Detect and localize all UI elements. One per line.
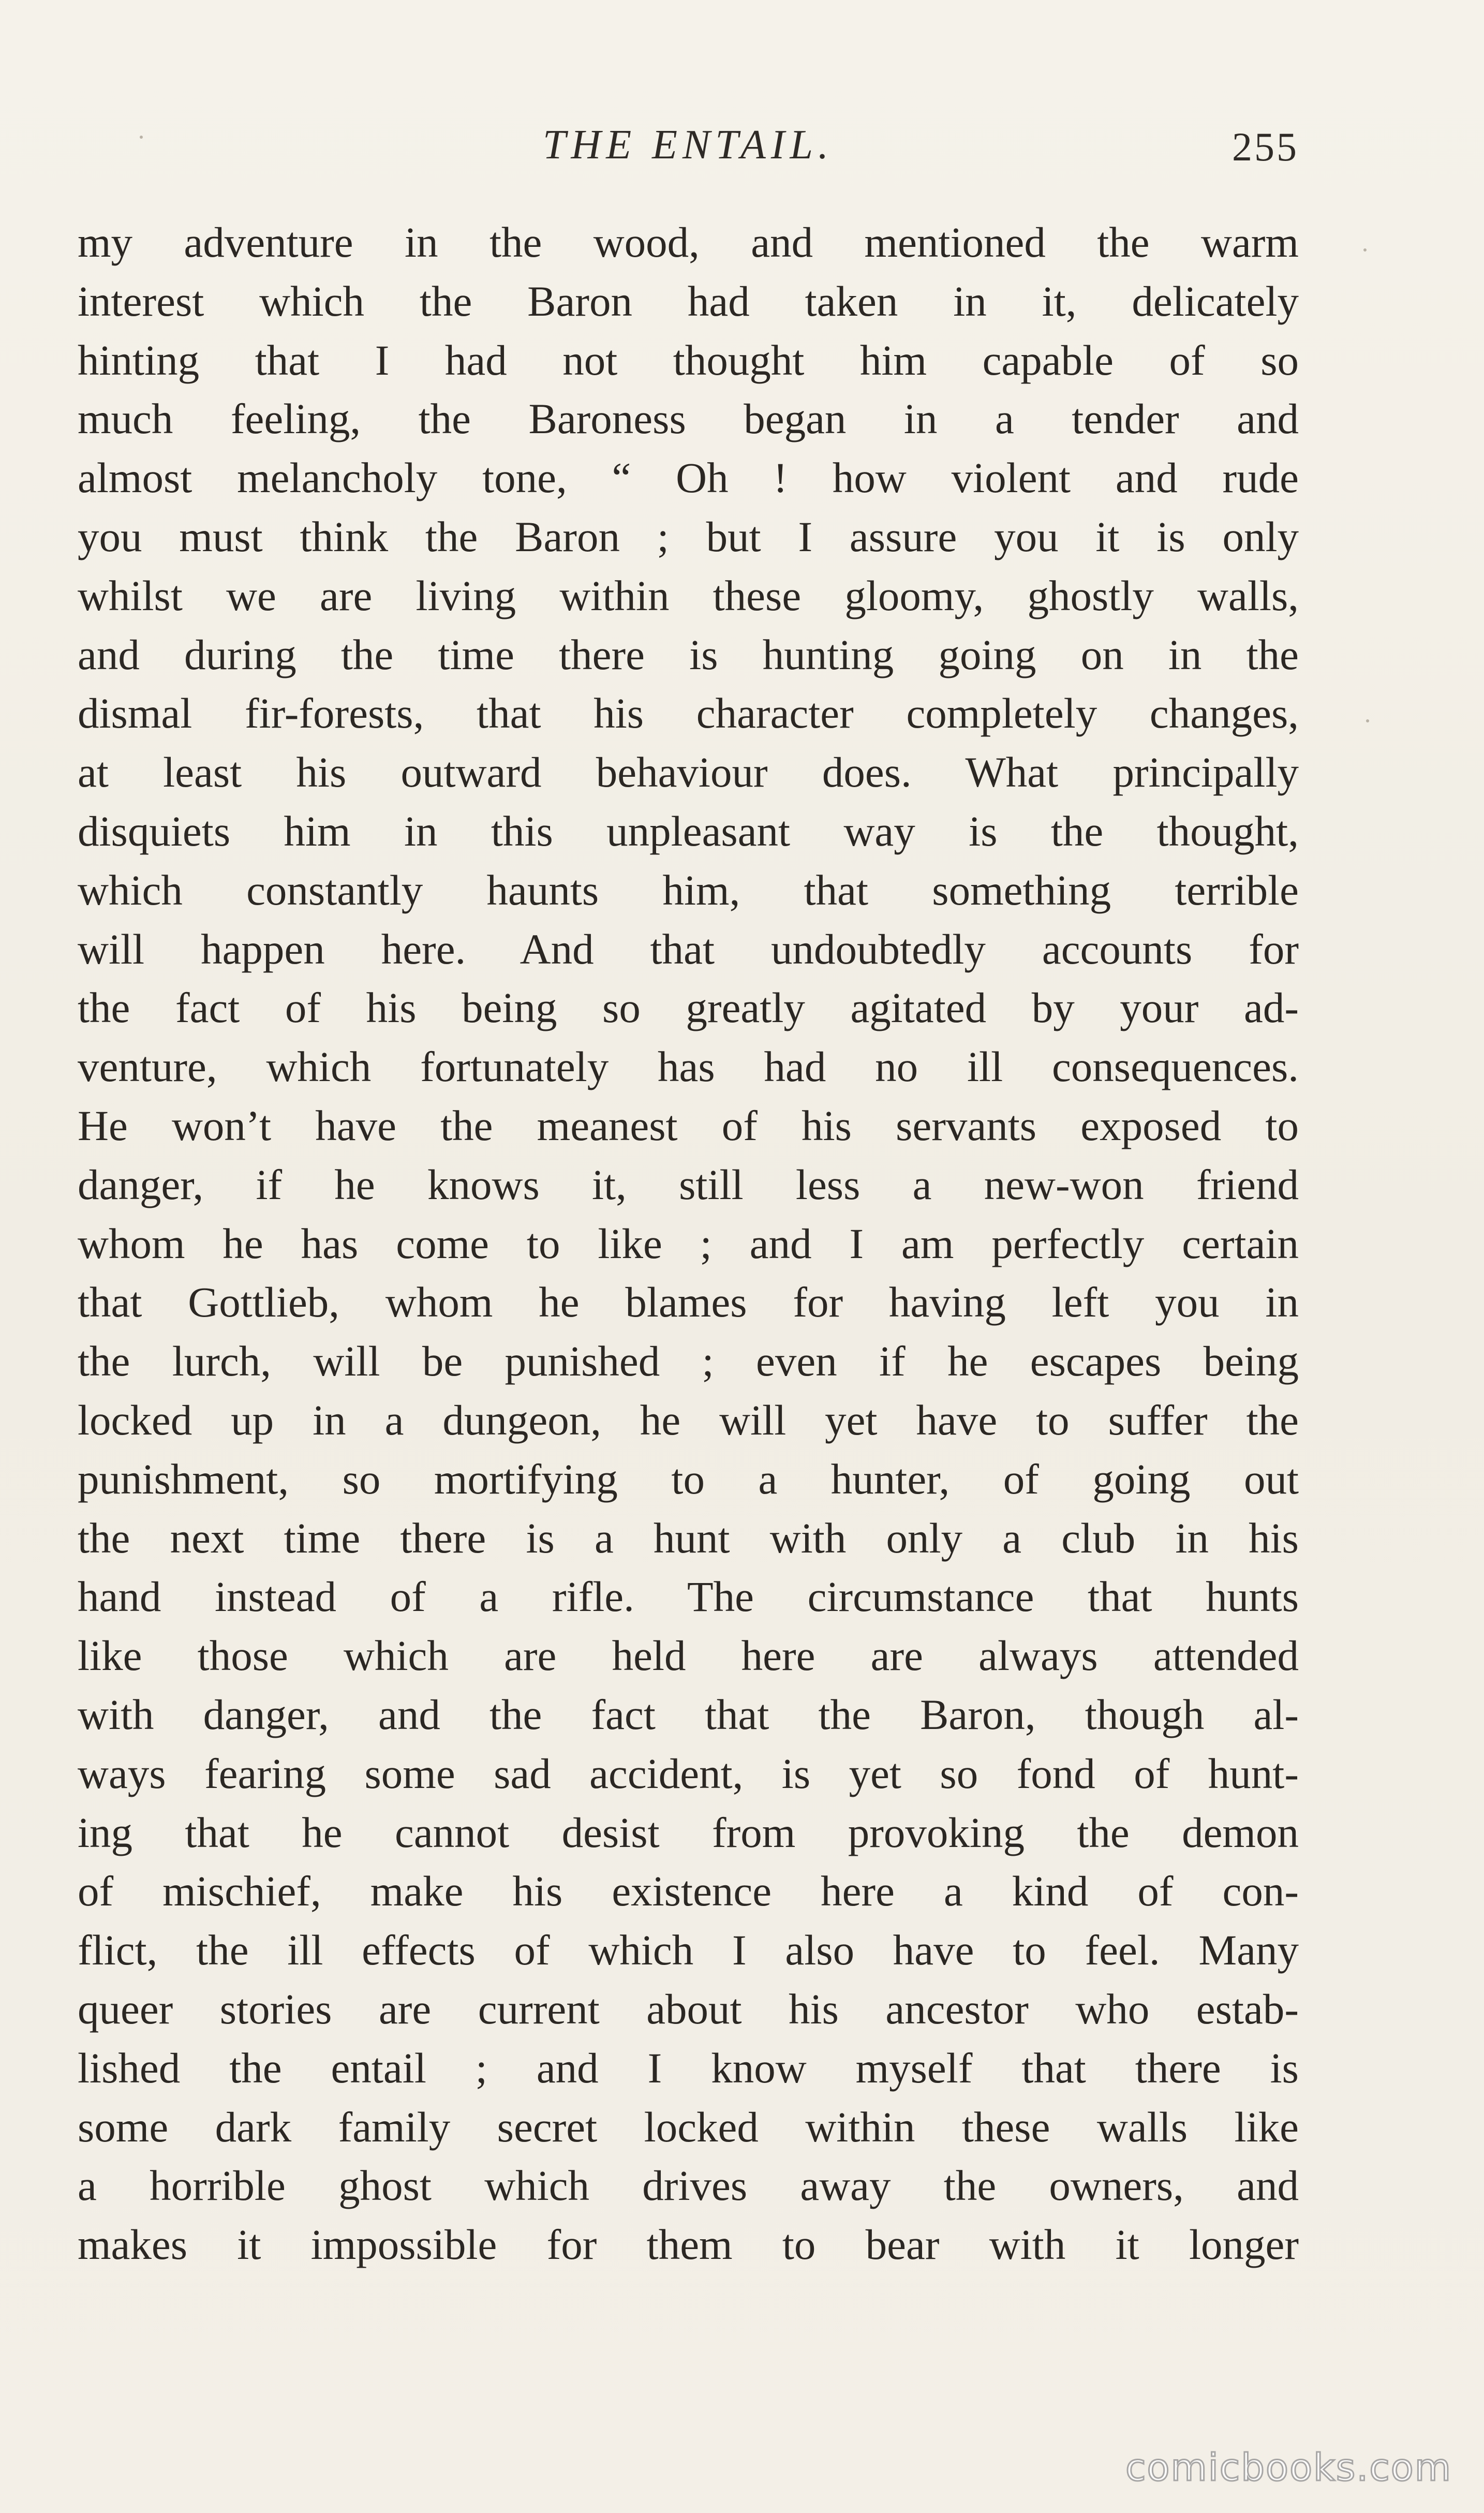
paper-speck — [140, 136, 143, 139]
paper-speck — [1363, 248, 1367, 252]
text-line: interest which the Baron had taken in it, delicately — [78, 277, 1299, 325]
text-line: punishment, so mortifying to a hunter, of going out — [78, 1455, 1299, 1503]
text-line: almost melancholy tone, “ Oh ! how violent and rude — [78, 454, 1299, 502]
text-line: flict, the ill effects of which I also have to feel. Many — [78, 1926, 1299, 1974]
text-line: will happen here. And that undoubtedly accounts for — [78, 925, 1299, 973]
text-line: ing that he cannot desist from provoking the demon — [78, 1808, 1299, 1856]
text-line: queer stories are current about his ancestor who estab- — [78, 1985, 1299, 2033]
text-line: danger, if he knows it, still less a new-won friend — [78, 1160, 1299, 1208]
text-line: disquiets him in this unpleasant way is the thought, — [78, 807, 1299, 855]
text-line: with danger, and the fact that the Baron, though al- — [78, 1690, 1299, 1738]
text-line: the lurch, will be punished ; even if he escapes being — [78, 1337, 1299, 1385]
text-line: some dark family secret locked within these walls like — [78, 2103, 1299, 2151]
text-line: my adventure in the wood, and mentioned the warm — [78, 218, 1299, 266]
text-line: at least his outward behaviour does. What principally — [78, 748, 1299, 796]
text-line: the next time there is a hunt with only a club in his — [78, 1514, 1299, 1562]
page-header — [78, 116, 1299, 173]
text-line: hinting that I had not thought him capable of so — [78, 336, 1299, 384]
text-line: whilst we are living within these gloomy, ghostly walls, — [78, 571, 1299, 619]
body-text — [78, 213, 1299, 2274]
text-line: makes it impossible for them to bear with it longer — [78, 2221, 1299, 2269]
text-line: the fact of his being so greatly agitated by your ad- — [78, 984, 1299, 1032]
text-line: venture, which fortunately has had no ill consequences. — [78, 1043, 1299, 1091]
text-line: lished the entail ; and I know myself that there is — [78, 2044, 1299, 2092]
text-line: hand instead of a rifle. The circumstance that hunts — [78, 1573, 1299, 1621]
page-number: 255 — [1232, 124, 1299, 169]
watermark: comicbooks.com — [1125, 2446, 1452, 2489]
text-line: which constantly haunts him, that something terrible — [78, 866, 1299, 914]
text-line: of mischief, make his existence here a kind of con- — [78, 1867, 1299, 1915]
paper-speck — [1366, 719, 1369, 722]
running-title: THE ENTAIL. — [543, 122, 834, 168]
text-line: ways fearing some sad accident, is yet so fond of hunt- — [78, 1749, 1299, 1797]
text-line: whom he has come to like ; and I am perfectly certain — [78, 1219, 1299, 1267]
text-line: locked up in a dungeon, he will yet have to suffer the — [78, 1396, 1299, 1444]
text-line: a horrible ghost which drives away the owners, and — [78, 2162, 1299, 2210]
text-line: much feeling, the Baroness began in a tender and — [78, 395, 1299, 443]
text-line: you must think the Baron ; but I assure you it is only — [78, 512, 1299, 560]
text-line: like those which are held here are always attended — [78, 1632, 1299, 1680]
text-line: that Gottlieb, whom he blames for having left you in — [78, 1278, 1299, 1326]
text-line: He won’t have the meanest of his servants exposed to — [78, 1101, 1299, 1149]
text-line: dismal fir-forests, that his character completely changes, — [78, 689, 1299, 737]
text-line: and during the time there is hunting going on in the — [78, 630, 1299, 678]
